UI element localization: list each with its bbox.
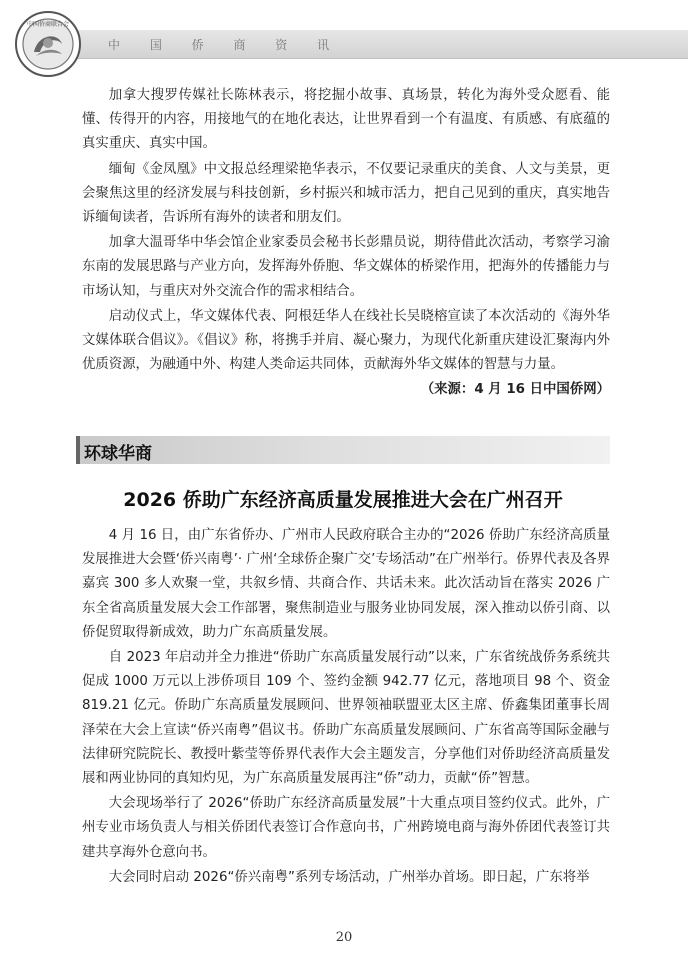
section-header [76,436,610,464]
paragraph: 缅甸《金凤凰》中文报总经理梁艳华表示，不仅要记录重庆的美食、人文与美景，更会聚焦这里的经济发展与科技创新，乡村振兴和城市活力，把自己见到的重庆，真实地告诉缅甸读者，告诉所有海外的读者和朋友们。 [82,161,610,226]
paragraph: 自 2023 年启动并全力推进“侨助广东高质量发展行动”以来，广东省统战侨务系统共促成 1000 万元以上涉侨项目 109 个、签约金额 942.77 亿元，落地项目 98 个、资金 819.21 亿元。侨助广东高质量发展顾问、世界领袖联盟亚太区主席、侨鑫集团董事长周泽荣在大会上宣读“侨兴南粤”倡议书。侨助广东高质量发展顾问、广东省高等国际金融与法律研究院院长、教授叶紫莹等侨界代表作大会主题发言，分享他们对侨助经济高质量发展和两业协同的真知灼见，为广东高质量发展再注“侨”动力，贡献“侨”智慧。 [82,650,610,787]
article-title: 2026 侨助广东经济高质量发展推进大会在广州召开 [123,489,563,511]
association-logo-icon [14,10,82,78]
page-header [0,0,688,72]
paragraph: 大会现场举行了 2026“侨助广东经济高质量发展”十大重点项目签约仪式。此外，广州专业市场负责人与相关侨团代表签订合作意向书，广州跨境电商与海外侨团代表签订共建共享海外仓意向书。 [82,796,610,860]
paragraph: 启动仪式上，华文媒体代表、阿根廷华人在线社长吴晓榕宣读了本次活动的《海外华文媒体联合倡议》。《倡议》称，将携手并肩、凝心聚力，为现代化新重庆建设汇聚海内外优质资源，为融通中外、构建人类命运共同体，贡献海外华文媒体的智慧与力量。 [82,308,610,373]
page-number: 20 [335,930,353,945]
publication-title: 中 国 侨 商 资 讯 [108,38,343,52]
paragraph: 加拿大搜罗传媒社长陈林表示，将挖掘小故事、真场景，转化为海外受众愿看、能懂、传得开的内容，用接地气的在地化表达，让世界看到一个有温度、有质感、有底蕴的真实重庆、真实中国。 [82,88,610,152]
section-title: 环球华商 [84,444,152,464]
paragraph: 加拿大温哥华中华会馆企业家委员会秘书长彭鼎员说，期待借此次活动，考察学习渝东南的发展思路与产业方向，发挥海外侨胞、华文媒体的桥梁作用，把海外的传播能力与市场认知，与重庆对外交流合作的需求相结合。 [82,235,610,299]
article-body [82,524,610,890]
top-article-continuation [82,84,610,377]
source-citation: （来源：4 月 16 日中国侨网） [420,382,610,397]
paragraph: 4 月 16 日，由广东省侨办、广州市人民政府联合主办的“2026 侨助广东经济高质量发展推进大会暨‘侨兴南粤’· 广州‘全球侨企聚广交’专场活动”在广州举行。侨界代表及各界嘉宾 300 多人欢聚一堂，共叙乡情、共商合作、共话未来。此次活动旨在落实 2026 广东全省高质量发展大会工作部署，聚焦制造业与服务业协同发展，深入推动以侨引商、以侨促贸取得新成效，助力广东高质量发展。 [82,528,610,640]
paragraph: 大会同时启动 2026“侨兴南粤”系列专场活动，广州举办首场。即日起，广东将举 [108,869,590,885]
logo-text: 中国侨商联合会 [26,21,70,28]
